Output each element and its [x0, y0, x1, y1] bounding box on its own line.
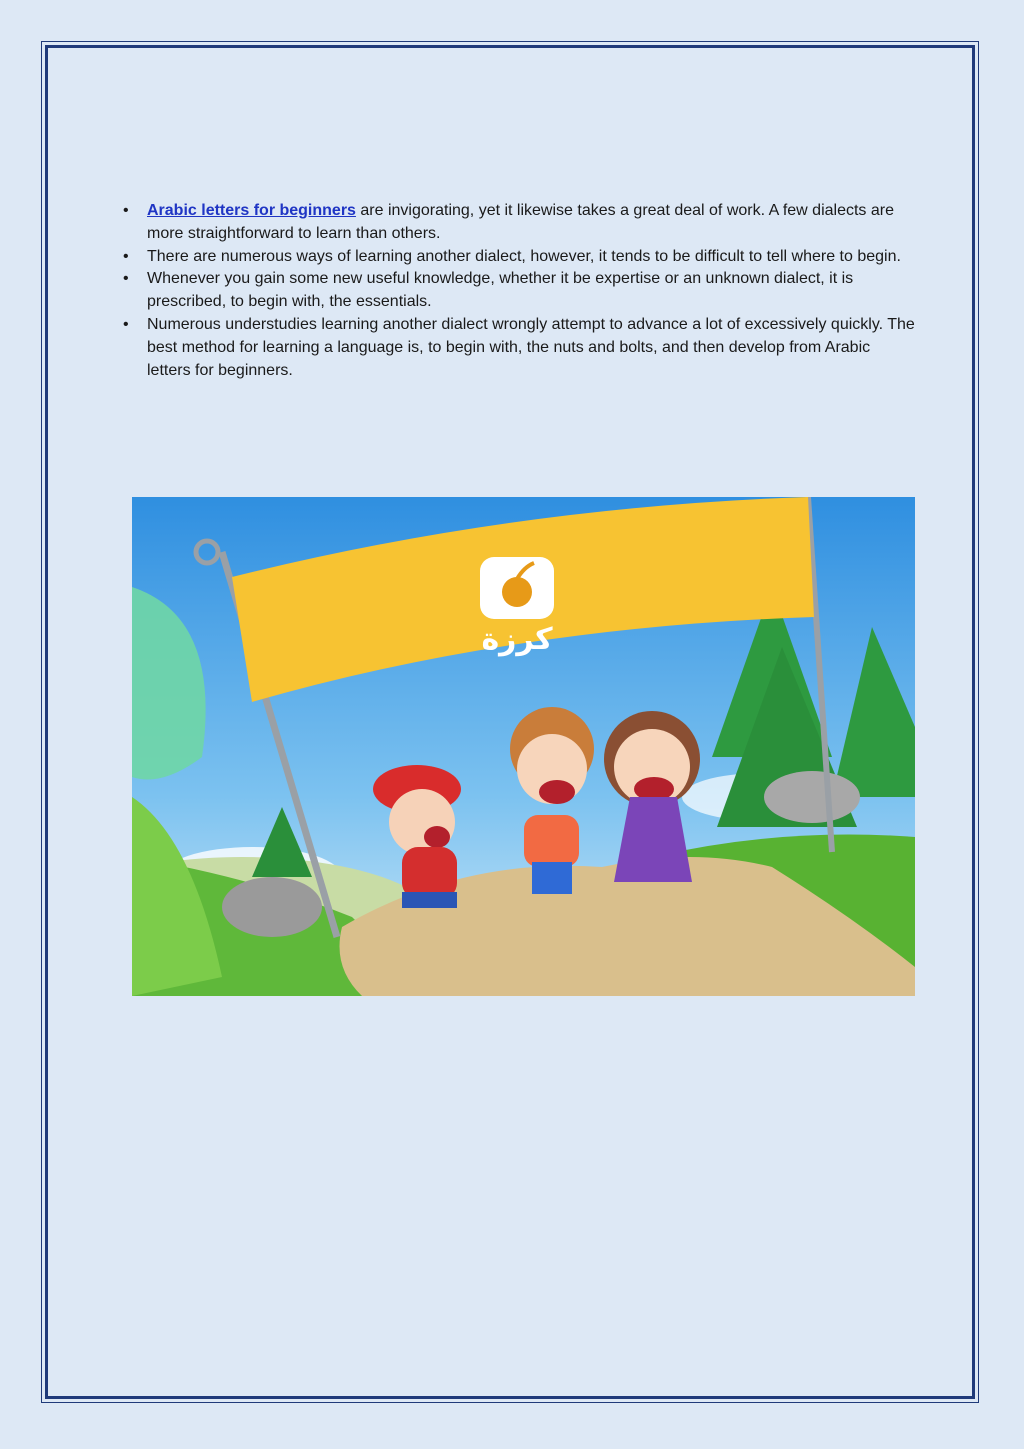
bullet-dot: •: [123, 315, 129, 333]
kids-banner-illustration: [132, 497, 915, 996]
kid-body: [402, 847, 457, 899]
arabic-letters-link[interactable]: Arabic letters for beginners: [147, 202, 356, 219]
kid-skirt: [402, 892, 457, 908]
kid-body: [524, 815, 579, 867]
bullet-item: [118, 246, 918, 269]
kid-mouth: [424, 826, 450, 848]
logo-text: كرزة: [481, 622, 553, 657]
bullet-dot: •: [123, 270, 129, 288]
kid-legs: [532, 862, 572, 894]
bullet-dot: •: [123, 202, 129, 219]
bullet-text: There are numerous ways of learning another dialect, however, it tends to be difficult to tell where to begin.: [147, 247, 901, 265]
rock: [764, 771, 860, 823]
kid-mouth: [539, 780, 575, 804]
bullet-item: [118, 268, 918, 314]
bullet-item: [118, 314, 918, 382]
bullet-text: Numerous understudies learning another dialect wrongly attempt to advance a lot of excessively quickly. The best method for learning a language is, to begin with, the nuts and bolts, and then develop from Arabic letters for beginners.: [147, 315, 915, 379]
bullet-text: Whenever you gain some new useful knowledge, whether it be expertise or an unknown dialect, it is prescribed, to begin with, the essentials.: [147, 270, 854, 311]
bullet-text: are invigorating, yet it likewise takes a great deal of work. A few dialects are more straightforward to learn than others.: [147, 202, 894, 242]
logo-cherry: [502, 577, 532, 607]
bullet-list: [118, 200, 918, 382]
rock: [222, 877, 322, 937]
bullet-dot: •: [123, 247, 129, 265]
bullet-item: [118, 200, 918, 246]
